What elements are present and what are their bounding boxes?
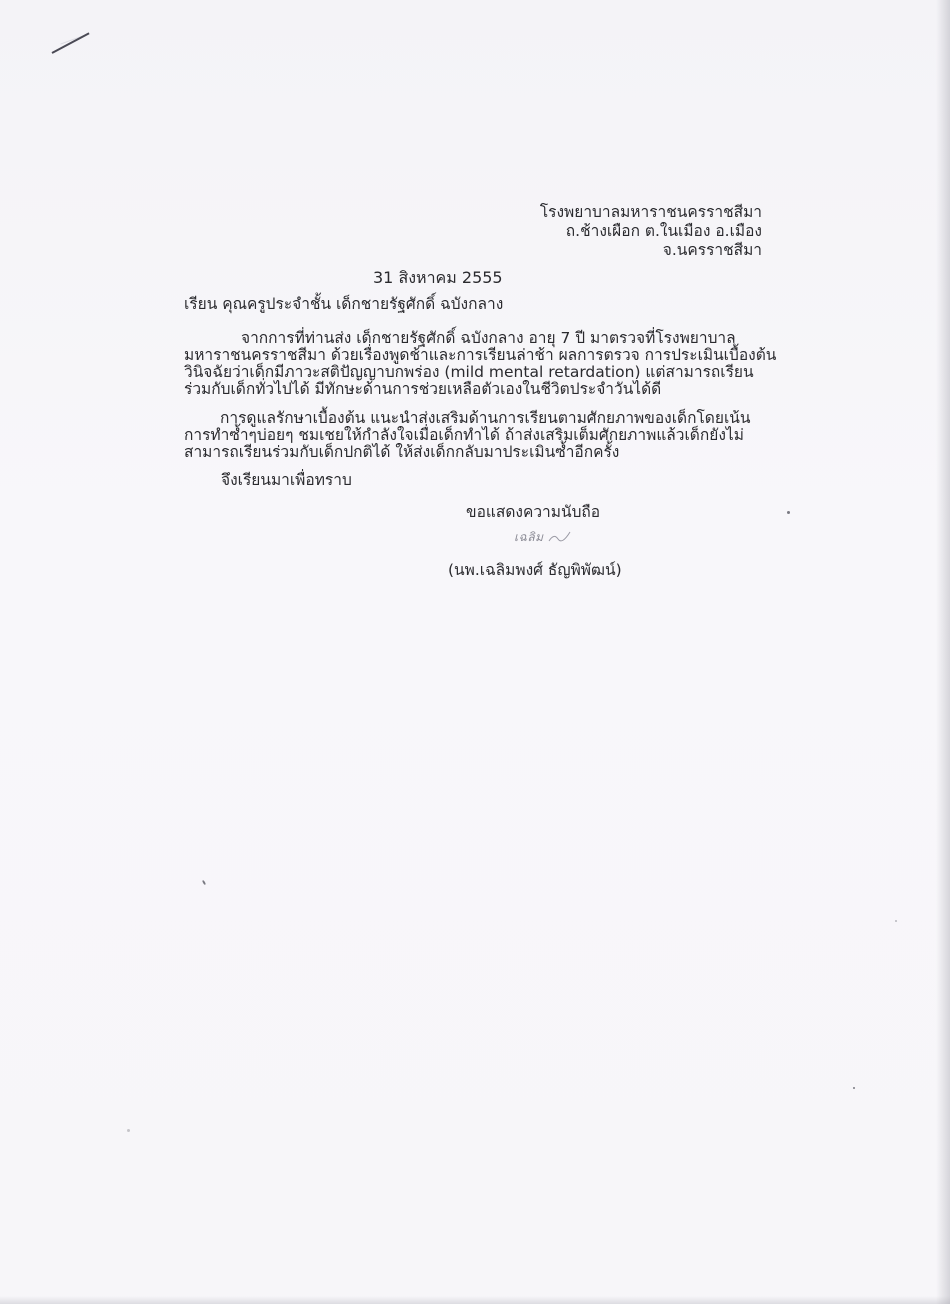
paper-bottom-edge: [0, 1296, 950, 1304]
paragraph-1-line: จากการที่ท่านส่ง เด็กชายรัฐศักดิ์ ฉบังกลาง อายุ 7 ปี มาตรวจที่โรงพยาบาล: [241, 329, 736, 347]
sender-line-1: โรงพยาบาลมหาราชนครราชสีมา: [539, 203, 762, 221]
scan-speck: [127, 1129, 130, 1132]
sender-line-2: ถ.ช้างเผือก ต.ในเมือง อ.เมือง: [565, 222, 762, 240]
paragraph-2-line: การทำซ้ำๆบ่อยๆ ชมเชยให้กำลังใจเมื่อเด็กทำได้ ถ้าส่งเสริมเต็มศักยภาพแล้วเด็กยังไม่: [184, 426, 744, 444]
signature-text: เฉลิม: [514, 530, 544, 544]
scan-speck: [787, 511, 790, 514]
paragraph-2-line: สามารถเรียนร่วมกับเด็กปกติได้ ให้ส่งเด็กกลับมาประเมินซ้ำอีกครั้ง: [184, 443, 620, 461]
letter-date: 31 สิงหาคม 2555: [373, 268, 503, 287]
scan-speck: [202, 880, 206, 885]
handwritten-signature: [514, 528, 576, 550]
paragraph-1-line: ร่วมกับเด็กทั่วไปได้ มีทักษะด้านการช่วยเหลือตัวเองในชีวิตประจำวันได้ดี: [184, 380, 662, 398]
scan-speck: [853, 1087, 855, 1089]
sender-line-3: จ.นครราชสีมา: [662, 241, 762, 259]
salutation: เรียน คุณครูประจำชั้น เด็กชายรัฐศักดิ์ ฉบังกลาง: [184, 295, 504, 313]
paragraph-1-line: มหาราชนครราชสีมา ด้วยเรื่องพูดช้าและการเรียนล่าช้า ผลการตรวจ การประเมินเบื้องต้น: [184, 346, 777, 364]
paragraph-1-line: วินิจฉัยว่าเด็กมีภาวะสติปัญญาบกพร่อง (mild mental retardation) แต่สามารถเรียน: [184, 363, 754, 381]
paragraph-2-line: การดูแลรักษาเบื้องต้น แนะนำส่งเสริมด้านการเรียนตามศักยภาพของเด็กโดยเน้น: [220, 409, 751, 427]
scan-speck: [895, 920, 897, 922]
signatory-name: (นพ.เฉลิมพงศ์ ธัญพิพัฒน์): [448, 561, 622, 579]
closing-line: จึงเรียนมาเพื่อทราบ: [221, 471, 352, 489]
paper-edge-shadow: [936, 0, 950, 1304]
signature-flourish-icon: [548, 530, 572, 544]
complimentary-close: ขอแสดงความนับถือ: [466, 503, 601, 521]
